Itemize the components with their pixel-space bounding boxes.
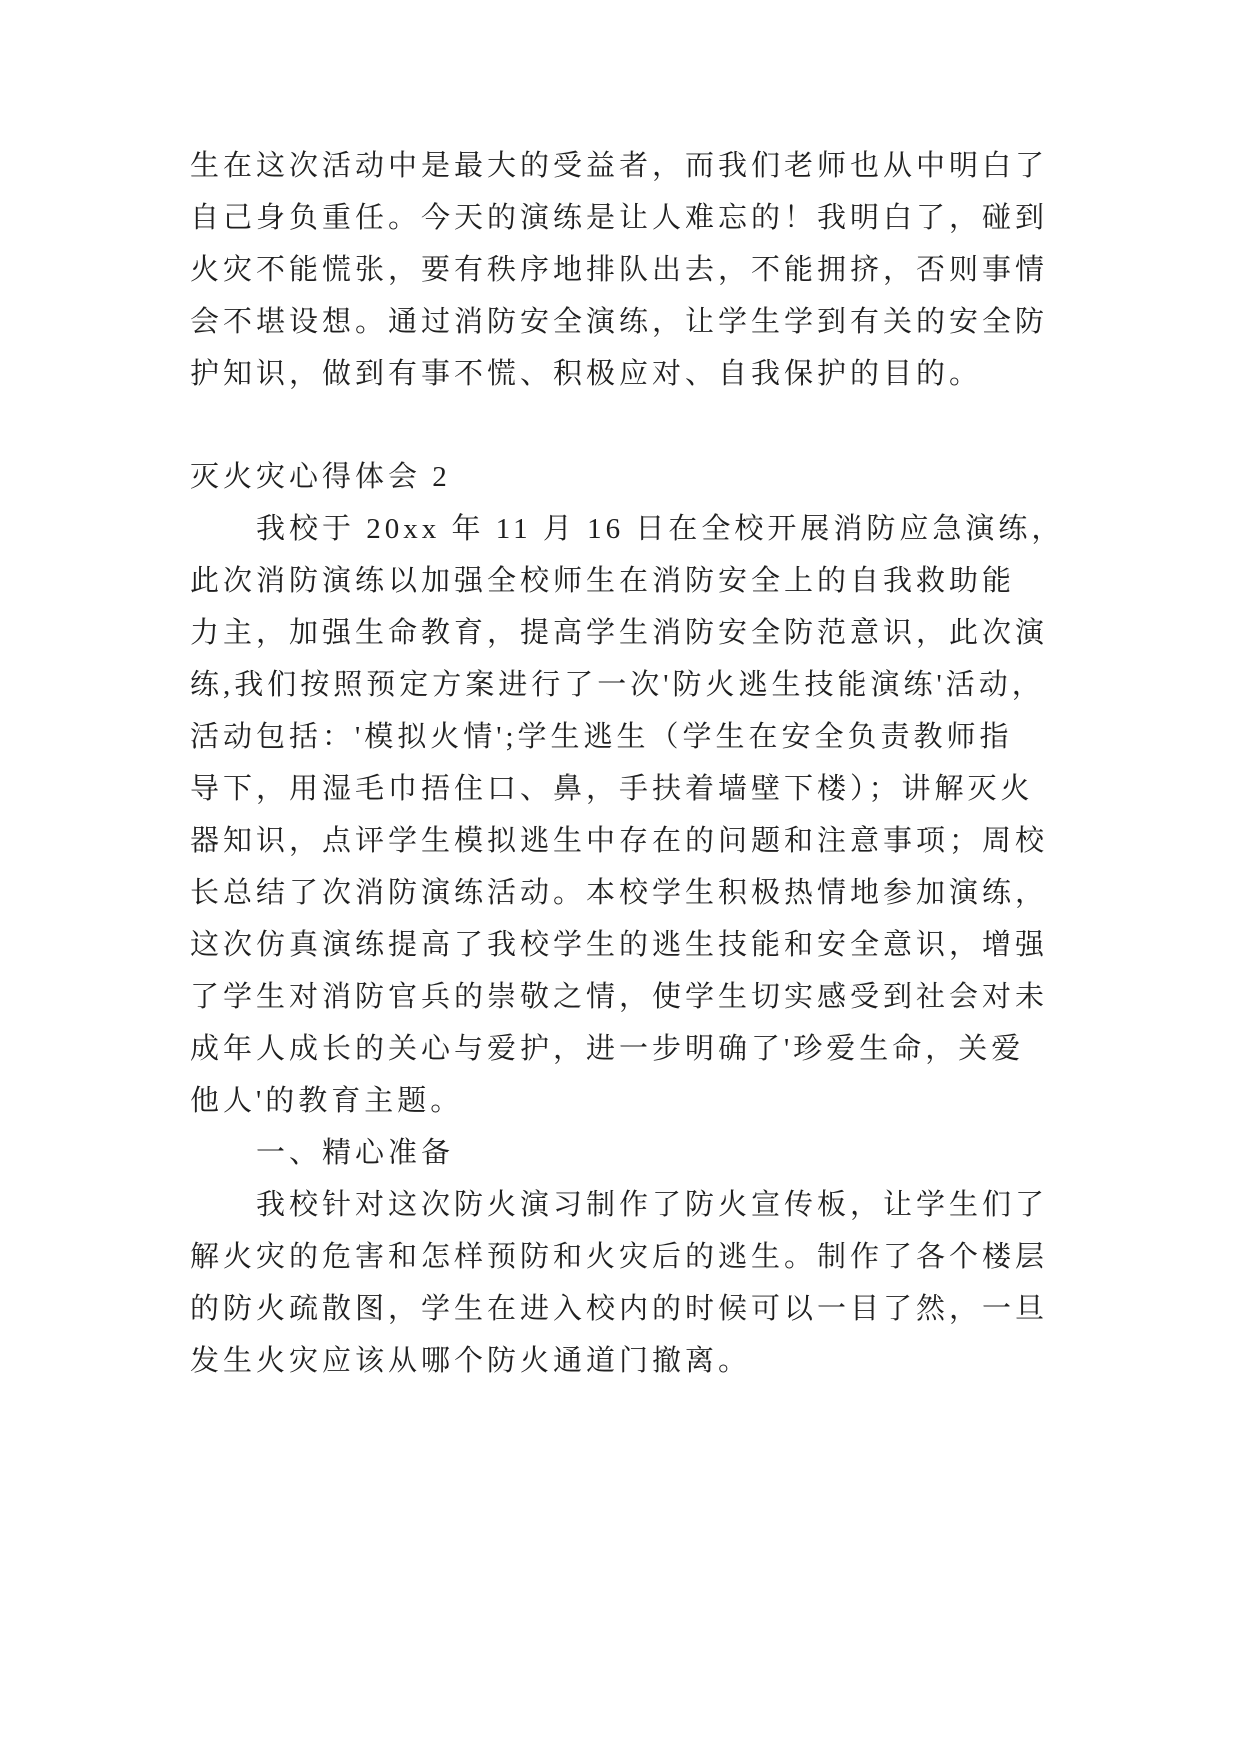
text-line: 解火灾的危害和怎样预防和火灾后的逃生。制作了各个楼层 — [190, 1241, 1049, 1273]
text-line: 练,我们按照预定方案进行了一次'防火逃生技能演练'活动， — [190, 669, 1045, 701]
text-line: 护知识，做到有事不慌、积极应对、自我保护的目的。 — [190, 358, 983, 390]
text-line: 自己身负重任。今天的演练是让人难忘的！我明白了，碰到 — [190, 202, 1049, 234]
text-line: 了学生对消防官兵的崇敬之情，使学生切实感受到社会对未 — [190, 981, 1049, 1013]
text-line: 我校针对这次防火演习制作了防火宣传板，让学生们了 — [256, 1189, 1049, 1221]
text-line: 火灾不能慌张，要有秩序地排队出去，不能拥挤，否则事情 — [190, 254, 1049, 286]
text-line: 发生火灾应该从哪个防火通道门撤离。 — [190, 1345, 752, 1377]
text-line: 的防火疏散图，学生在进入校内的时候可以一目了然，一旦 — [190, 1293, 1049, 1325]
text-line: 生在这次活动中是最大的受益者，而我们老师也从中明白了 — [190, 150, 1049, 182]
document-page — [190, 140, 1130, 1387]
text-line: 我校于 20xx 年 11 月 16 日在全校开展消防应急演练， — [256, 513, 1065, 545]
text-line: 器知识，点评学生模拟逃生中存在的问题和注意事项；周校 — [190, 825, 1049, 857]
text-line: 这次仿真演练提高了我校学生的逃生技能和安全意识，增强 — [190, 929, 1049, 961]
subsection-heading: 一、精心准备 — [256, 1137, 455, 1169]
text-line: 力主，加强生命教育，提高学生消防安全防范意识，此次演 — [190, 617, 1049, 649]
text-line: 此次消防演练以加强全校师生在消防安全上的自我救助能 — [190, 565, 1016, 597]
section-heading: 灭火灾心得体会 2 — [190, 461, 451, 493]
text-line: 导下，用湿毛巾捂住口、鼻，手扶着墙壁下楼）；讲解灭火 — [190, 773, 1034, 805]
paragraph-continued — [190, 140, 1130, 400]
paragraph-preparation — [190, 1179, 1130, 1387]
text-line: 会不堪设想。通过消防安全演练，让学生学到有关的安全防 — [190, 306, 1049, 338]
text-line: 活动包括：'模拟火情';学生逃生（学生在安全负责教师指 — [190, 721, 1013, 753]
paragraph-drill-summary — [190, 503, 1130, 1127]
text-line: 长总结了次消防演练活动。本校学生积极热情地参加演练， — [190, 877, 1049, 909]
text-line: 成年人成长的关心与爱护，进一步明确了'珍爱生命，关爱 — [190, 1033, 1025, 1065]
text-line: 他人'的教育主题。 — [190, 1085, 464, 1117]
